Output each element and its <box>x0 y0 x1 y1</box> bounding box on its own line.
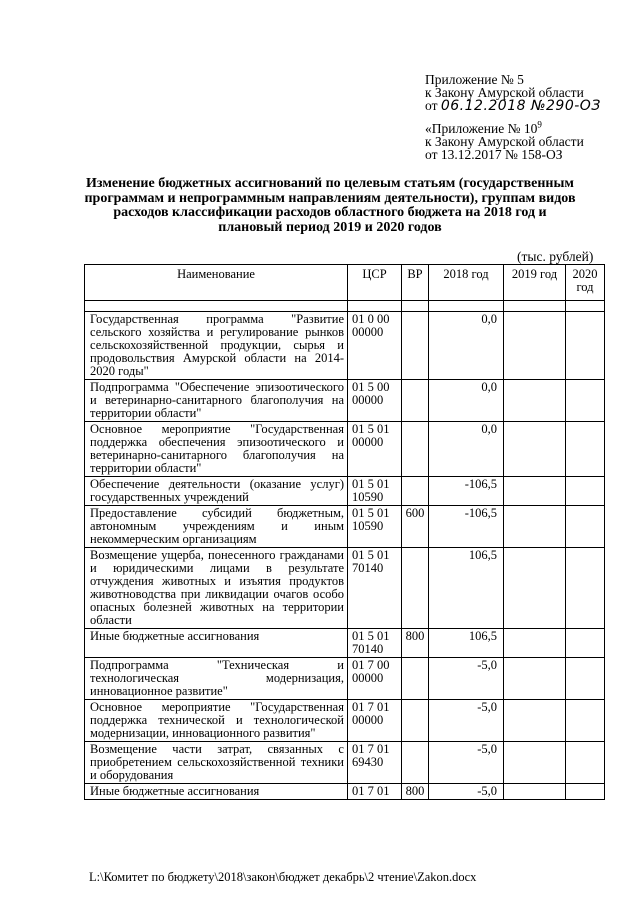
cell-csr: 01 7 00 00000 <box>348 658 402 700</box>
cell-vr <box>402 700 429 742</box>
cell-vr <box>402 658 429 700</box>
appendix-law-ref: к Закону Амурской области <box>425 85 584 100</box>
cell-y2020 <box>566 477 605 506</box>
old-appendix-number: «Приложение № $10^9$ <box>425 119 542 136</box>
cell-vr <box>402 312 429 380</box>
cell-vr <box>402 548 429 629</box>
table-header-row <box>85 265 605 301</box>
cell-name: Предоставление субсидий бюджетным, автономным учреждениям и иным некоммерческим организациям <box>85 506 348 548</box>
cell-y2018: 106,5 <box>429 548 504 629</box>
table-row <box>85 700 605 742</box>
cell-y2019 <box>504 422 566 477</box>
col-header-2019: 2019 год <box>504 265 566 301</box>
table-row <box>85 629 605 658</box>
cell-y2018: 0,0 <box>429 422 504 477</box>
cell-csr: 01 7 01 69430 <box>348 742 402 784</box>
cell-csr: 01 5 01 70140 <box>348 629 402 658</box>
cell-y2019 <box>504 784 566 800</box>
cell-y2020 <box>566 506 605 548</box>
cell-csr: 01 7 01 00000 <box>348 700 402 742</box>
cell-name: Государственная программа "Развитие сельского хозяйства и регулирование рынков сельскохозяйственной продукции, сырья и продовольствия Амурской области на 2014-2020 годы" <box>85 312 348 380</box>
cell-vr: 800 <box>402 784 429 800</box>
cell-name: Иные бюджетные ассигнования <box>85 784 348 800</box>
cell-y2020 <box>566 700 605 742</box>
cell-vr <box>402 380 429 422</box>
document-title: Изменение бюджетных ассигнований по целевым статьям (государственным программам и непрограммным направлениям деятельности), группам видов расходов классификации расходов областного бюджета на 2018 год и плановый период 2019 и 2020 годов <box>84 176 576 235</box>
col-header-name: Наименование <box>85 265 348 301</box>
cell-y2020 <box>566 629 605 658</box>
old-appendix-date: от 13.12.2017 № 158-ОЗ <box>425 147 563 162</box>
cell-y2018: -106,5 <box>429 506 504 548</box>
cell-y2019 <box>504 658 566 700</box>
col-header-2018: 2018 год <box>429 265 504 301</box>
appendix-date-prefix: от <box>425 98 438 113</box>
cell-name: Иные бюджетные ассигнования <box>85 629 348 658</box>
cell-vr: 800 <box>402 629 429 658</box>
units-label: (тыс. рублей) <box>517 249 594 264</box>
cell-name: Возмещение ущерба, понесенного гражданами и юридическими лицами в результате отчуждения животных и изъятия продуктов животноводства при ликвидации очагов особо опасных болезней животных на территории области <box>85 548 348 629</box>
col-header-csr: ЦСР <box>348 265 402 301</box>
cell-csr: 01 5 01 10590 <box>348 477 402 506</box>
cell-y2020 <box>566 742 605 784</box>
cell-y2019 <box>504 312 566 380</box>
table-row <box>85 742 605 784</box>
table-row <box>85 312 605 380</box>
cell-y2019 <box>504 548 566 629</box>
table-spacer-row <box>85 301 605 312</box>
cell-y2018: -5,0 <box>429 658 504 700</box>
appendix-date-line <box>425 99 601 113</box>
cell-name: Подпрограмма "Обеспечение эпизоотического и ветеринарно-санитарного благополучия на территории области" <box>85 380 348 422</box>
cell-y2018: -106,5 <box>429 477 504 506</box>
cell-vr <box>402 477 429 506</box>
cell-y2019 <box>504 380 566 422</box>
appendix-header-old <box>425 119 584 162</box>
cell-csr: 01 7 01 <box>348 784 402 800</box>
file-path-footer: L:\Комитет по бюджету\2018\закон\бюджет декабрь\2 чтение\Zakon.docx <box>89 870 477 884</box>
cell-name: Основное мероприятие "Государственная поддержка технической и технологической модернизации, инновационного развития" <box>85 700 348 742</box>
cell-csr: 01 5 01 10590 <box>348 506 402 548</box>
cell-y2020 <box>566 380 605 422</box>
col-header-2020: 2020 год <box>566 265 605 301</box>
appendix-header-new <box>425 73 601 113</box>
cell-y2019 <box>504 477 566 506</box>
cell-y2018: 106,5 <box>429 629 504 658</box>
table-row <box>85 506 605 548</box>
cell-y2019 <box>504 742 566 784</box>
cell-name: Подпрограмма "Техническая и технологическая модернизация, инновационное развитие" <box>85 658 348 700</box>
cell-y2018: -5,0 <box>429 700 504 742</box>
cell-csr: 01 5 00 00000 <box>348 380 402 422</box>
cell-y2019 <box>504 506 566 548</box>
cell-y2019 <box>504 629 566 658</box>
cell-y2018: 0,0 <box>429 380 504 422</box>
cell-csr: 01 5 01 70140 <box>348 548 402 629</box>
budget-table <box>84 264 605 800</box>
cell-y2018: -5,0 <box>429 742 504 784</box>
cell-vr <box>402 742 429 784</box>
table-row <box>85 784 605 800</box>
cell-csr: 01 5 01 00000 <box>348 422 402 477</box>
appendix-number: Приложение № 5 <box>425 72 524 87</box>
cell-csr: 01 0 00 00000 <box>348 312 402 380</box>
cell-vr <box>402 422 429 477</box>
cell-y2020 <box>566 312 605 380</box>
cell-y2020 <box>566 784 605 800</box>
old-appendix-law-ref: к Закону Амурской области <box>425 134 584 149</box>
cell-y2018: -5,0 <box>429 784 504 800</box>
cell-y2018: 0,0 <box>429 312 504 380</box>
table-row <box>85 477 605 506</box>
cell-y2020 <box>566 422 605 477</box>
cell-y2020 <box>566 658 605 700</box>
table-row <box>85 548 605 629</box>
handwritten-date: 06.12.2018 №290-ОЗ <box>440 98 601 114</box>
table-row <box>85 422 605 477</box>
cell-y2020 <box>566 548 605 629</box>
table-row <box>85 658 605 700</box>
cell-name: Возмещение части затрат, связанных с приобретением сельскохозяйственной техники и оборудования <box>85 742 348 784</box>
cell-name: Основное мероприятие "Государственная поддержка обеспечения эпизоотического и ветеринарно-санитарного благополучия на территории области" <box>85 422 348 477</box>
table-body <box>85 301 605 800</box>
table-row <box>85 380 605 422</box>
cell-vr: 600 <box>402 506 429 548</box>
cell-y2019 <box>504 700 566 742</box>
cell-name: Обеспечение деятельности (оказание услуг) государственных учреждений <box>85 477 348 506</box>
col-header-vr: ВР <box>402 265 429 301</box>
